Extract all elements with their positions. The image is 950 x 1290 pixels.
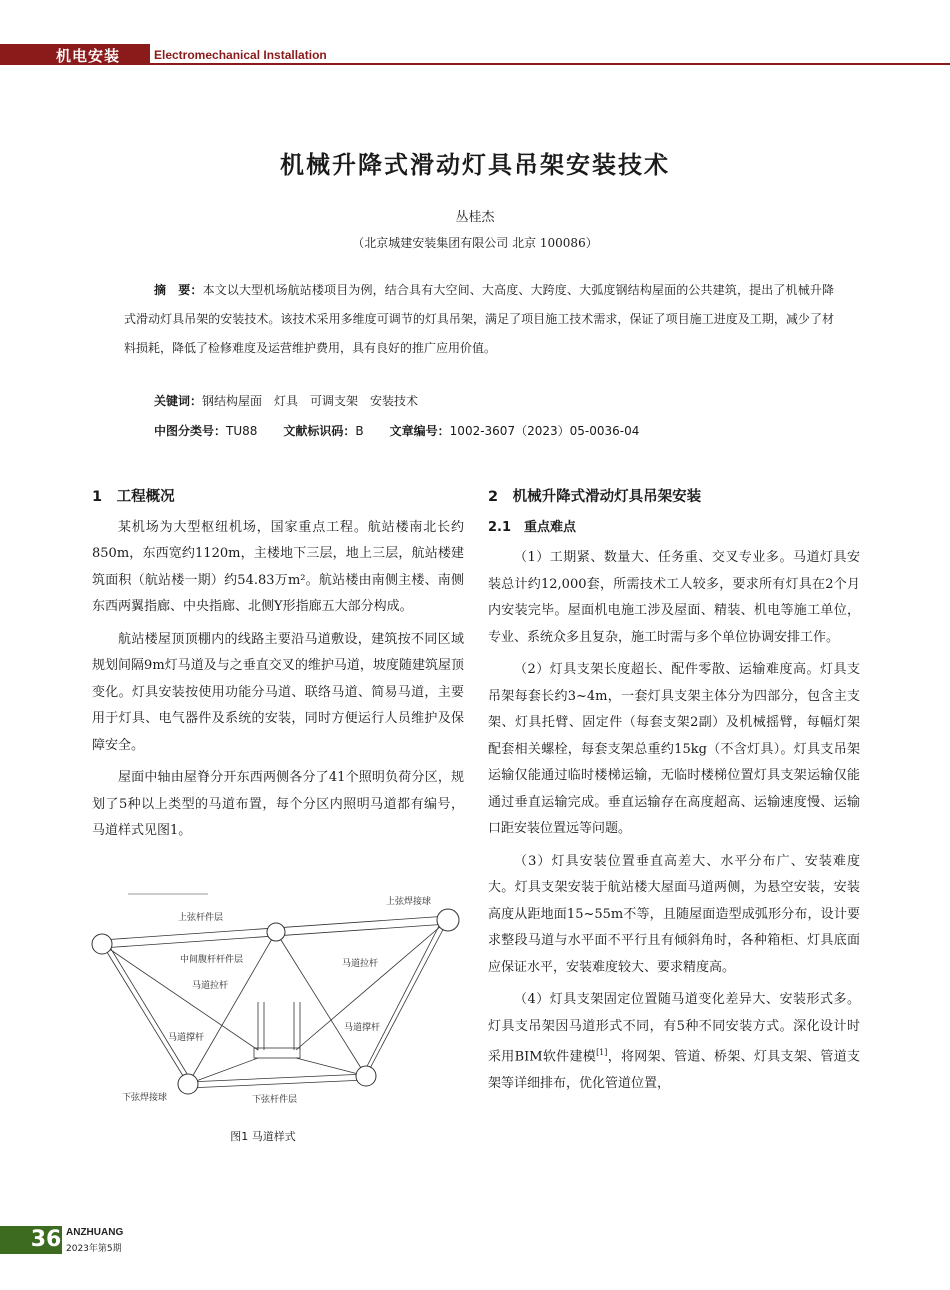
section2-heading: 2 机械升降式滑动灯具吊架安装 [488,489,702,505]
section1-paragraph-3: 屋面中轴由屋脊分开东西两侧各分了41个照明负荷分区，规划了5种以上类型的马道布置，每个分区内照明马道都有编号，马道样式见图1。 [92,770,464,838]
section-name-cn: 机电安装 [56,47,121,65]
label-bottom-weld-ball: 下弦焊接球 [122,1093,168,1103]
label-catwalk-tie-right: 马道拉杆 [342,959,379,969]
label-catwalk-tie-left: 马道拉杆 [192,981,229,991]
section2-1-heading: 2.1 重点难点 [488,519,577,535]
figure-caption: 图1 马道样式 [230,1130,296,1143]
section1-paragraph-1: 某机场为大型枢纽机场，国家重点工程。航站楼南北长约850m，东西宽约1120m，主楼地下三层，地上三层，航站楼建筑面积（航站楼一期）约54.83万m²。航站楼由南侧主楼、南侧东西两翼指廊、中央指廊、北侧Y形指廊五大部分构成。 [92,519,464,614]
article-number-label: 文章编号： [389,424,450,438]
section2-paragraph-3: （3）灯具安装位置垂直高差大、水平分布广、安装难度大。灯具支架安装于航站楼大屋面马道两侧，为悬空安装，安装高度从距地面15~55m不等，且随屋面造型成弧形分布，设计要求整段马道与水平面不平行且有倾斜角时，各种箱柜、灯具底面应保证水平，安装难度较大、要求精度高。 [488,853,860,975]
label-catwalk-brace-right: 马道撑杆 [344,1023,381,1033]
section2-paragraph-4 [488,987,860,1097]
affiliation: （北京城建安装集团有限公司 北京 100086） [352,236,598,250]
right-column [488,484,860,1103]
abstract-label: 摘 要： [154,283,203,297]
keywords-label: 关键词： [154,394,203,408]
section2-paragraph-1: （1）工期紧、数量大、任务重、交叉专业多。马道灯具安装总计约12,000套，所需技术工人较多，要求所有灯具在2个月内安装完毕。屋面机电施工涉及屋面、精装、机电等施工单位，专业、系统众多且复杂，施工时需与多个单位协调安排工作。 [488,550,860,645]
label-middle-web-layer: 中间腹杆杆件层 [180,955,244,965]
keywords [154,392,418,409]
section2-paragraph-4a: （4）灯具支架固定位置随马道变化差异大、安装形式多。灯具支吊架因马道形式不同，有5种不同安装方式。深化设计时采用BIM软件建模 [488,992,860,1065]
section1-heading: 1 工程概况 [92,489,175,505]
doc-code-label: 文献标识码： [283,424,356,438]
section-name-en: Electromechanical Installation [154,48,327,62]
author: 丛桂杰 [455,210,495,225]
clc-label: 中图分类号： [154,424,227,438]
left-column [92,484,464,851]
article-title: 机械升降式滑动灯具吊架安装技术 [280,151,670,179]
label-catwalk-brace-left: 马道撑杆 [168,1033,205,1043]
section2-paragraph-4b: ，将网架、管道、桥架、灯具支架、管道支架等详细排布，优化管道位置， [488,1049,860,1091]
journal-name: ANZHUANG [66,1227,124,1238]
keywords-text: 钢结构屋面 灯具 可调支架 安装技术 [202,394,419,408]
journal-issue: 2023年第5期 [66,1244,122,1254]
header-rule [150,63,950,65]
header-band [0,44,950,65]
abstract-text: 本文以大型机场航站楼项目为例，结合具有大空间、大高度、大跨度、大弧度钢结构屋面的公共建筑，提出了机械升降式滑动灯具吊架的安装技术。该技术采用多维度可调节的灯具吊架，满足了项目施工技术需求，保证了项目施工进度及工期，减少了材料损耗，降低了检修难度及运营维护费用，具有良好的推广应用价值。 [124,283,834,355]
article-number-value: 1002-3607（2023）05-0036-04 [449,424,640,438]
reference-1[interactable]: [1] [596,1048,608,1057]
doc-code-value: B [355,424,364,438]
label-bottom-chord-layer: 下弦杆件层 [252,1095,298,1105]
classification-line [154,422,639,439]
label-top-chord-layer: 上弦杆件层 [178,913,224,923]
footer-bar [0,1226,30,1254]
label-top-weld-ball: 上弦焊接球 [386,897,432,907]
page-number: 36 [30,1227,62,1252]
clc-value: TU88 [226,424,258,438]
section1-paragraph-2: 航站楼屋顶顶棚内的线路主要沿马道敷设，建筑按不同区域规划间隔9m灯马道及与之垂直交叉的维护马道，坡度随建筑屋顶变化。灯具安装按使用功能分马道、联络马道、简易马道，主要用于灯具、电气器件及系统的安装，同时方便运行人员维护及保障安全。 [92,631,464,753]
section2-paragraph-2: （2）灯具支架长度超长、配件零散、运输难度高。灯具支吊架每套长约3~4m，一套灯具支架主体分为四部分，包含主支架、灯具托臂、固定件（每套支架2副）及机械摇臂，每幅灯架配套相关螺栓，每套支架总重约15kg（不含灯具）。灯具支吊架运输仅能通过临时楼梯运输，无临时楼梯位置灯具支架运输仅能通过垂直运输完成。垂直运输存在高度超高、运输速度慢、运输口距安装位置远等问题。 [488,662,860,836]
abstract [124,276,834,363]
figure-catwalk-diagram [88,890,468,1126]
